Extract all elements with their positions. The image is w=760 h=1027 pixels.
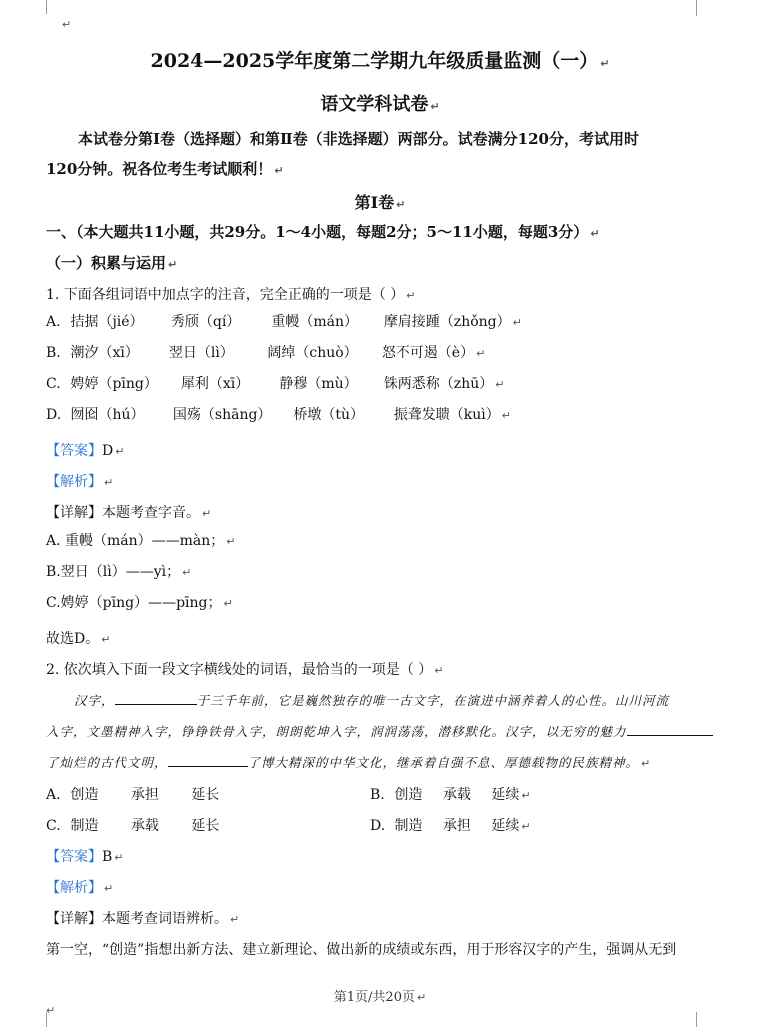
option-item: 承担: [442, 818, 471, 834]
page-title: [0, 46, 760, 73]
q1-detail-line: [46, 592, 233, 612]
paragraph-mark: ↵: [521, 820, 531, 833]
section-heading: [46, 221, 600, 242]
option-item: 国殇（shāng）: [172, 407, 272, 423]
q1-option-b: [46, 342, 485, 362]
option-label: C.: [46, 376, 61, 392]
option-label: B.: [370, 787, 385, 803]
detail-label: 【详解】: [46, 505, 102, 521]
conclusion-text: 故选D。: [46, 631, 100, 647]
fill-blank: [627, 723, 713, 736]
detail-line-text: C.娉婷（pīng）——pīng；: [46, 595, 222, 611]
q1-detail-line: [46, 530, 236, 550]
detail-intro: 本题考查词语辨析。: [102, 911, 228, 927]
paragraph-mark: ↵: [274, 164, 284, 177]
q2-analysis: [46, 877, 113, 897]
section-heading-text: 一、（本大题共11小题，共29分。1～4小题，每题2分；5～11小题，每题3分）: [46, 223, 589, 241]
option-item: 创造: [394, 787, 423, 803]
paragraph-mark: ↵: [434, 664, 444, 677]
paragraph-mark: ↵: [46, 1004, 56, 1017]
paragraph-mark: ↵: [223, 597, 233, 610]
q1-analysis: [46, 471, 113, 491]
paragraph-mark: ↵: [396, 198, 406, 211]
answer-label: 【答案】: [46, 443, 102, 459]
q2-stem: [46, 659, 443, 679]
option-item: 犀利（xī）: [180, 376, 250, 392]
passage-text: 了博大精深的中华文化，继承着自强不息、厚德载物的民族精神。: [247, 755, 640, 770]
q2-detail: [46, 908, 239, 928]
analysis-label: 【解析】: [46, 880, 102, 896]
corner-mark-bottom-right: [696, 1012, 697, 1027]
q1-detail: [46, 502, 211, 522]
paragraph-mark: ↵: [104, 476, 114, 489]
option-item: 承载: [442, 787, 471, 803]
option-label: A.: [46, 314, 61, 330]
option-item: 摩肩接踵（zhǒng）: [383, 314, 511, 330]
passage-text: 汉字，: [74, 693, 115, 708]
paragraph-mark: ↵: [230, 913, 240, 926]
answer-value: D: [102, 443, 114, 459]
exam-title: 2024—2025学年度第二学期九年级质量监测（一）: [150, 50, 599, 72]
fill-blank: [115, 692, 197, 705]
option-item: 怒不可遏（è）: [381, 345, 475, 361]
paragraph-mark: ↵: [104, 882, 114, 895]
intro-line-2: [46, 158, 284, 179]
q2-option-a: [46, 784, 219, 804]
option-label: B.: [46, 345, 61, 361]
paragraph-mark: ↵: [182, 566, 192, 579]
detail-line-text: A. 重幔（mán）——màn；: [46, 533, 225, 549]
passage-text: 了灿烂的古代文明，: [46, 755, 168, 770]
intro-text: 本试卷分第Ⅰ卷（选择题）和第Ⅱ卷（非选择题）两部分。试卷满分120分，考试用时: [78, 130, 639, 148]
paragraph-mark: ↵: [641, 757, 652, 770]
q2-option-d: [370, 815, 531, 835]
option-item: 潮汐（xī）: [70, 345, 139, 361]
q2-option-b: [370, 784, 531, 804]
option-item: 振聋发聩（kuì）: [393, 407, 500, 423]
exam-subtitle: 语文学科试卷: [320, 94, 429, 115]
q2-passage-line-2: [46, 722, 713, 740]
answer-label: 【答案】: [46, 849, 102, 865]
option-item: 制造: [394, 818, 423, 834]
paragraph-mark: ↵: [62, 18, 72, 31]
paragraph-mark: ↵: [521, 789, 531, 802]
paragraph-mark: ↵: [430, 100, 440, 113]
analysis-label: 【解析】: [46, 474, 102, 490]
detail-line-text: B.翌日（lì）——yì；: [46, 564, 181, 580]
option-item: 翌日（lì）: [168, 345, 234, 361]
paragraph-mark: ↵: [114, 851, 124, 864]
detail-label: 【详解】: [46, 911, 102, 927]
option-item: 娉婷（pīng）: [70, 376, 158, 392]
q1-conclusion: [46, 628, 110, 648]
q1-option-a: [46, 311, 522, 331]
corner-mark-top-left: [46, 0, 47, 14]
paragraph-mark: ↵: [101, 633, 111, 646]
q2-passage-line-3: [46, 753, 651, 771]
option-label: A.: [46, 787, 61, 803]
option-item: 囫囵（hú）: [70, 407, 145, 423]
paragraph-mark: ↵: [495, 378, 505, 391]
q2-passage-line-1: [74, 691, 669, 709]
option-item: 承担: [130, 787, 159, 803]
option-item: 秀颀（qí）: [170, 314, 241, 330]
option-item: 重幔（mán）: [271, 314, 358, 330]
option-item: 铢两悉称（zhū）: [383, 376, 494, 392]
paragraph-mark: ↵: [590, 227, 600, 240]
option-item: 桥墩（tù）: [293, 407, 365, 423]
paragraph-mark: ↵: [226, 535, 236, 548]
paragraph-mark: ↵: [168, 258, 178, 271]
passage-text: 于三千年前，它是巍然独存的唯一古文字，在演进中涵养着人的心性。山川河流: [196, 693, 670, 708]
q2-option-c: [46, 815, 219, 835]
answer-value: B: [102, 849, 113, 865]
paragraph-mark: ↵: [501, 409, 512, 422]
paragraph-mark: ↵: [202, 507, 212, 520]
page-subtitle: [0, 90, 760, 116]
subsection-heading-text: （一）积累与运用: [46, 254, 167, 272]
paragraph-mark: ↵: [476, 347, 486, 360]
option-item: 静穆（mù）: [279, 376, 358, 392]
explanation-text: 第一空，“创造”指想出新方法、建立新理论、做出新的成绩或东西，用于形容汉字的产生，强调从无到: [46, 942, 677, 958]
option-item: 拮据（jié）: [70, 314, 144, 330]
option-item: 承载: [130, 818, 159, 834]
paragraph-mark: ↵: [115, 445, 125, 458]
paragraph-mark: ↵: [600, 57, 610, 70]
detail-intro: 本题考查字音。: [102, 505, 200, 521]
paragraph-mark: ↵: [406, 289, 416, 302]
q1-answer: [46, 440, 124, 460]
option-item: 创造: [70, 787, 99, 803]
option-item: 延续: [491, 818, 520, 834]
corner-mark-top-right: [696, 0, 697, 16]
q1-stem: [46, 284, 415, 304]
part-title: [0, 190, 760, 213]
page-footer: [0, 986, 760, 1005]
option-item: 阔绰（chuò）: [267, 345, 358, 361]
option-item: 延长: [191, 787, 220, 803]
q1-stem-text: 1. 下面各组词语中加点字的注音，完全正确的一项是（ ）: [46, 287, 405, 303]
intro-text: 120分钟。祝各位考生考试顺利！: [46, 160, 273, 178]
option-label: D.: [370, 818, 386, 834]
q2-stem-text: 2. 依次填入下面一段文字横线处的词语，最恰当的一项是（ ）: [46, 662, 433, 678]
option-label: D.: [46, 407, 62, 423]
option-item: 延长: [191, 818, 220, 834]
intro-line-1: [78, 128, 639, 149]
option-label: C.: [46, 818, 61, 834]
option-item: 制造: [70, 818, 99, 834]
corner-mark-bottom-left: [46, 1012, 47, 1027]
part-title-text: 第Ⅰ卷: [354, 193, 395, 212]
subsection-heading: [46, 252, 177, 273]
q1-detail-line: [46, 561, 191, 581]
q1-option-d: [46, 404, 511, 424]
q2-answer: [46, 846, 124, 866]
passage-text: 入字，文墨精神入字，铮铮铁骨入字，朗朗乾坤入字，润润荡荡，潜移默化。汉字，以无穷的魅力: [46, 724, 627, 739]
q2-explanation: [46, 939, 676, 959]
paragraph-mark: ↵: [416, 991, 427, 1004]
page-number: 第1页/共20页: [333, 990, 415, 1005]
paragraph-mark: ↵: [512, 316, 522, 329]
option-item: 延续: [491, 787, 520, 803]
fill-blank: [168, 754, 248, 767]
q1-option-c: [46, 373, 504, 393]
